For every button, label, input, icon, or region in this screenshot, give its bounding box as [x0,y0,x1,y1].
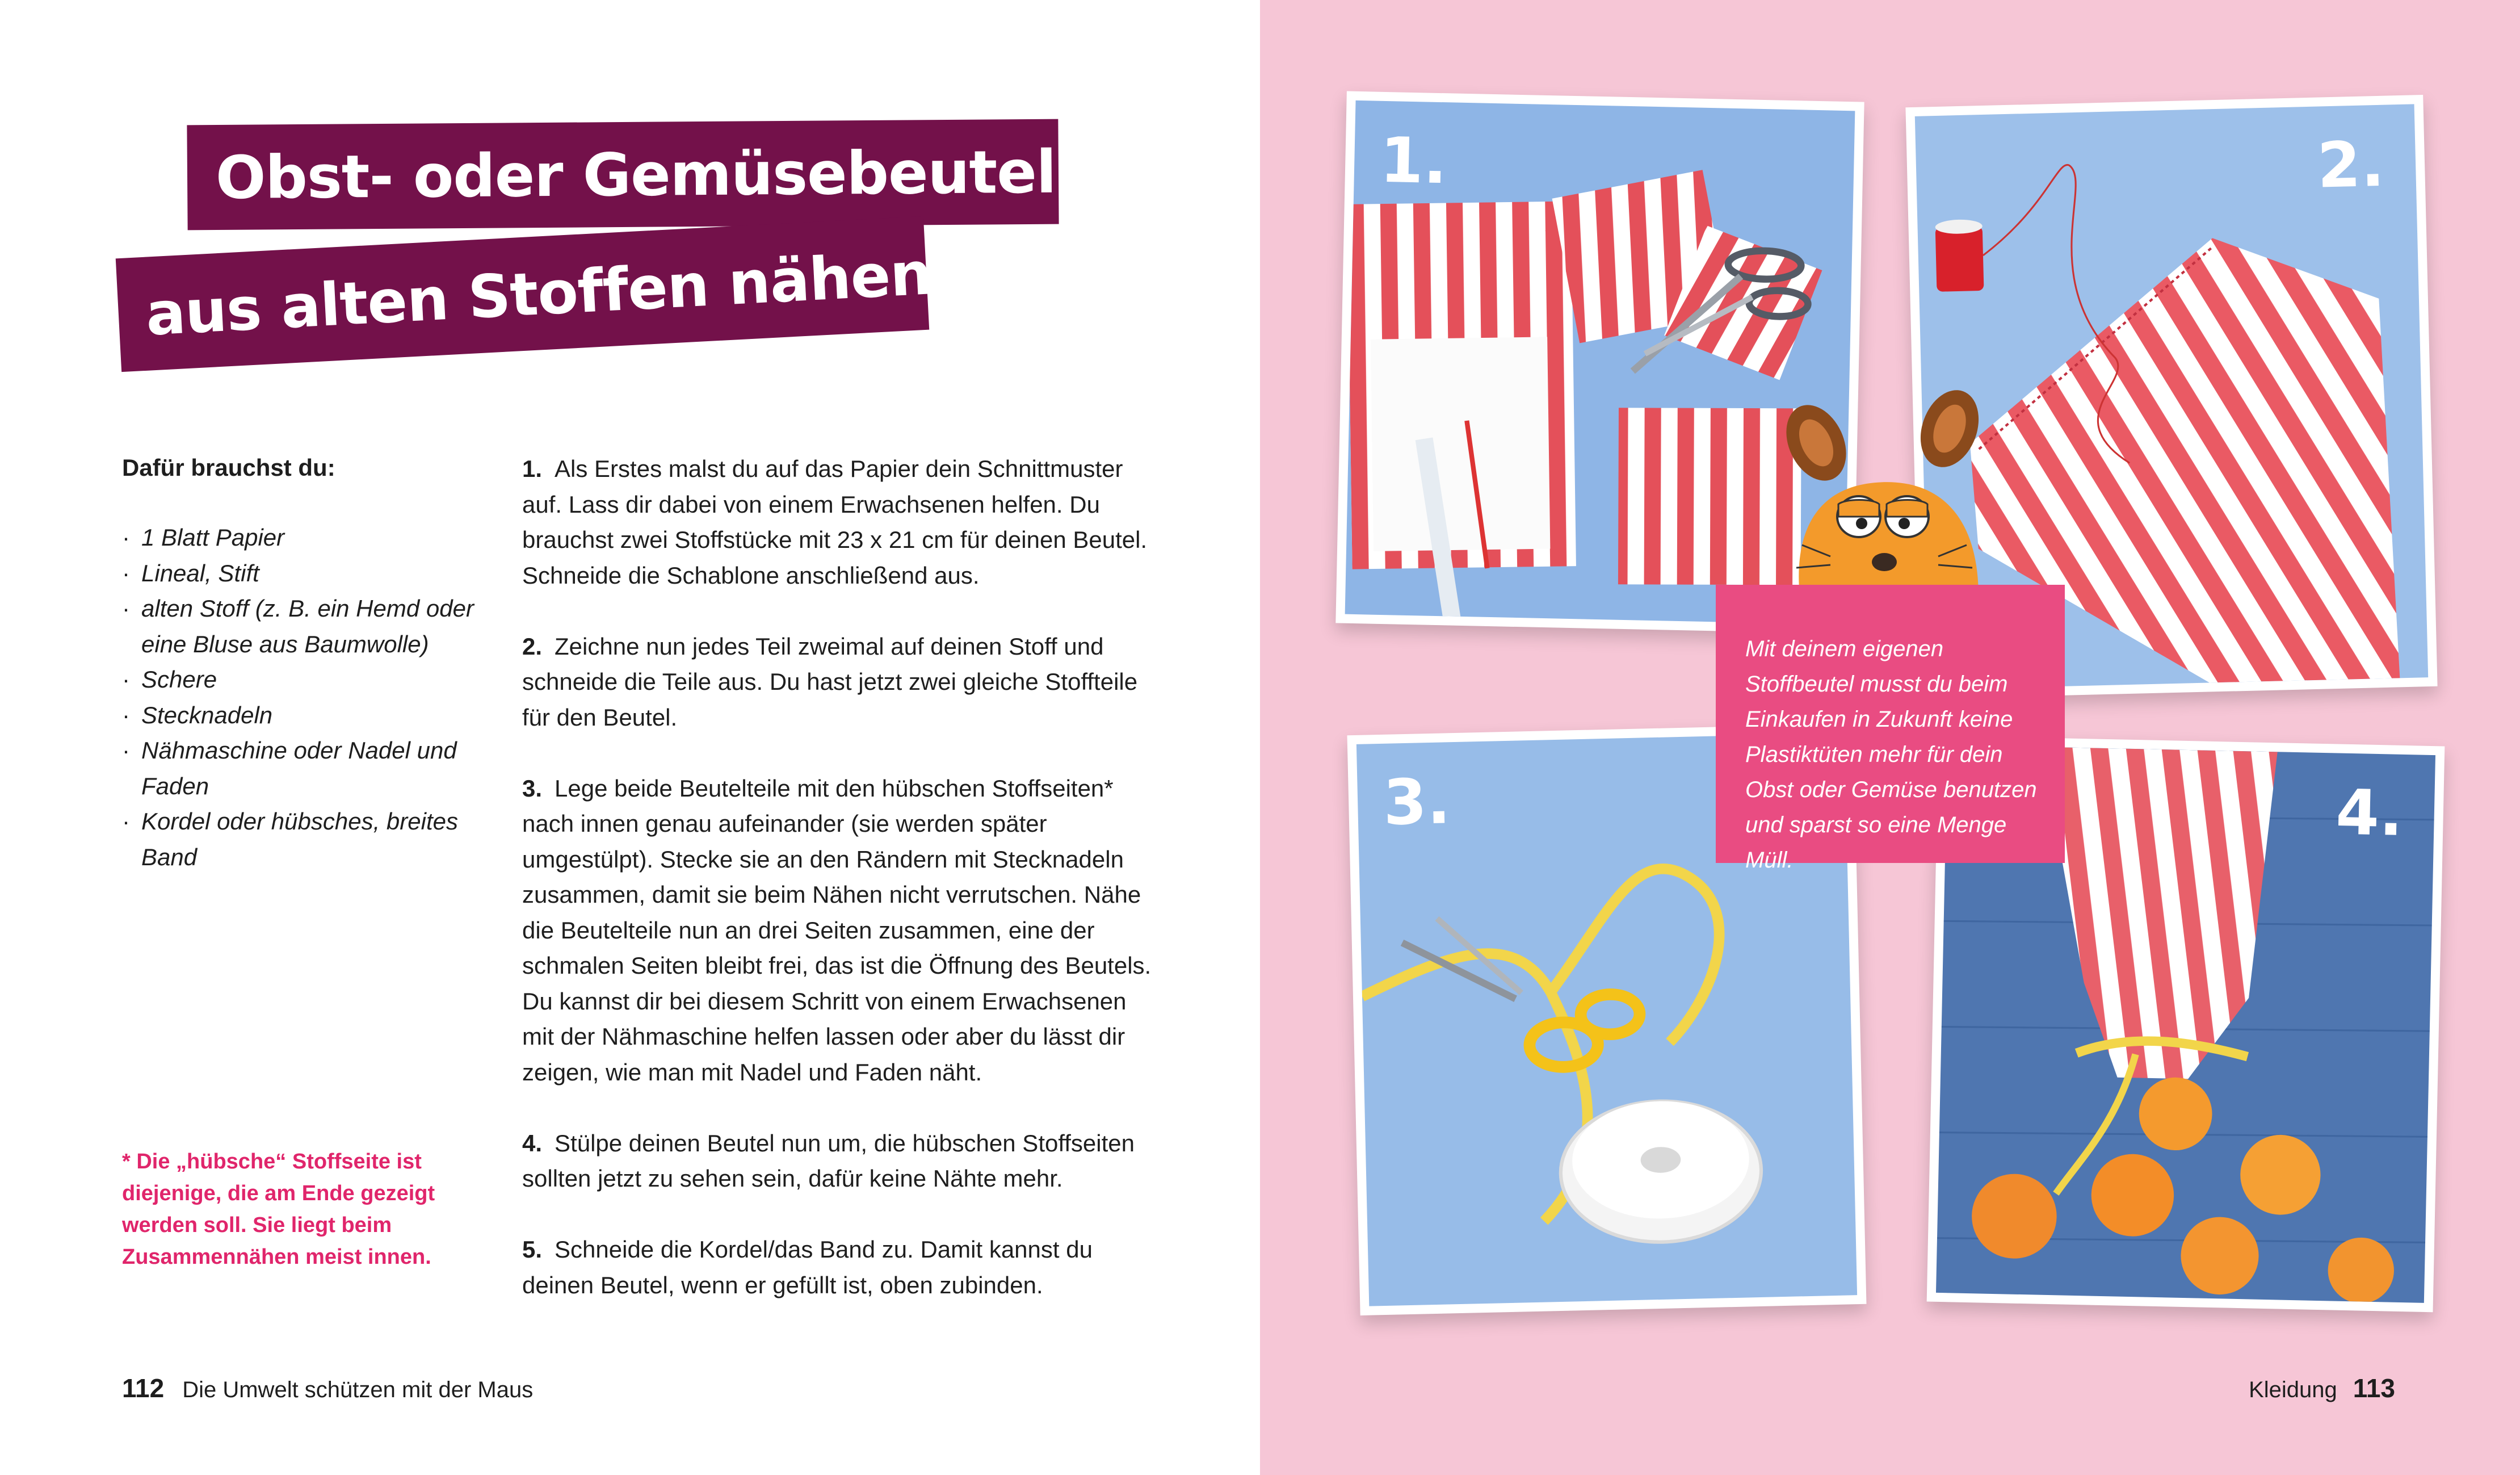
materials-item: · Schere [122,662,485,698]
title-banner-1 [187,119,1059,231]
title-banner-2 [116,216,934,372]
materials-item: · Lineal, Stift [122,556,485,592]
step-text: Lege beide Beutelteile mit den hübschen Stoffseiten* nach innen genau aufeinander (sie werden später umgestülpt). Stecke sie an den Rändern mit Stecknadeln zusammen, damit sie beim Nähen nicht verrutschen. Nähe die Beutelteile nun an drei Seiten zusammen, eine der schmalen Seiten bleibt frei, das ist die Öffnung des Beutels. Du kannst dir bei diesem Schritt von einem Erwachsenen mit der Nähmaschine helfen lassen oder aber du lässt dir zeigen, wie man mit Nadel und Faden näht. [522,774,1152,1086]
step-5 [522,1232,1152,1303]
step-4 [522,1126,1152,1197]
step-number: 4. [522,1129,543,1156]
step-number: 2. [522,632,543,660]
photo-number-4: 4. [2335,776,2404,850]
step-number: 3. [522,774,543,802]
step-3 [522,771,1152,1091]
footer-left [122,1373,533,1403]
materials-item: · alten Stoff (z. B. ein Hemd oder eine Bluse aus Baumwolle) [122,591,485,662]
footer-right [2249,1373,2395,1403]
materials-item: · Kordel oder hübsches, breites Band [122,804,485,875]
running-head-left: Die Umwelt schützen mit der Maus [182,1377,534,1402]
step-text: Schneide die Kordel/das Band zu. Damit kannst du deinen Beutel, wenn er gefüllt ist, oben zubinden. [522,1236,1093,1298]
instructions [522,451,1152,1339]
step-text: Als Erstes malst du auf das Papier dein Schnittmuster auf. Lass dir dabei von einem Erwachsenen helfen. Du brauchst zwei Stoffstücke mit 23 x 21 cm für deinen Beutel. Schneide die Schablone anschließend aus. [522,455,1148,589]
step-text: Stülpe deinen Beutel nun um, die hübschen Stoffseiten sollten jetzt zu sehen sein, dafür keine Nähte mehr. [522,1129,1135,1192]
page-number-right: 113 [2353,1373,2395,1403]
footnote: * Die „hübsche“ Stoffseite ist diejenige, die am Ende gezeigt werden soll. Sie liegt beim Zusammennähen meist innen. [122,1150,435,1269]
photo-number-3: 3. [1382,765,1451,839]
materials-list [122,520,485,875]
materials-heading: Dafür brauchst du: [122,454,335,481]
step-number: 1. [522,455,543,482]
mouse-mascot [1762,375,2029,613]
step-2 [522,629,1152,736]
page-number-left: 112 [122,1373,165,1403]
photo-number-1: 1. [1379,123,1448,198]
running-head-right: Kleidung [2249,1377,2337,1402]
materials-item: · 1 Blatt Papier [122,520,485,556]
materials-item: · Stecknadeln [122,698,485,734]
step-text: Zeichne nun jedes Teil zweimal auf deinen Stoff und schneide die Teile aus. Du hast jetzt zwei gleiche Stoffteile für den Beutel. [522,632,1138,731]
step-1 [522,451,1152,593]
title-line-1: Obst- oder Gemüsebeutel [215,137,1056,213]
title-line-2: aus alten Stoffen nähen [144,238,934,349]
photo-number-2: 2. [2316,127,2385,202]
info-callout: Mit deinem eigenen Stoffbeutel musst du beim Einkaufen in Zukunft keine Plastiktüten mehr für dein Obst oder Gemüse benutzen und sparst so eine Menge Müll. [1716,585,2065,863]
step-number: 5. [522,1236,543,1263]
materials-item: · Nähmaschine oder Nadel und Faden [122,733,485,804]
